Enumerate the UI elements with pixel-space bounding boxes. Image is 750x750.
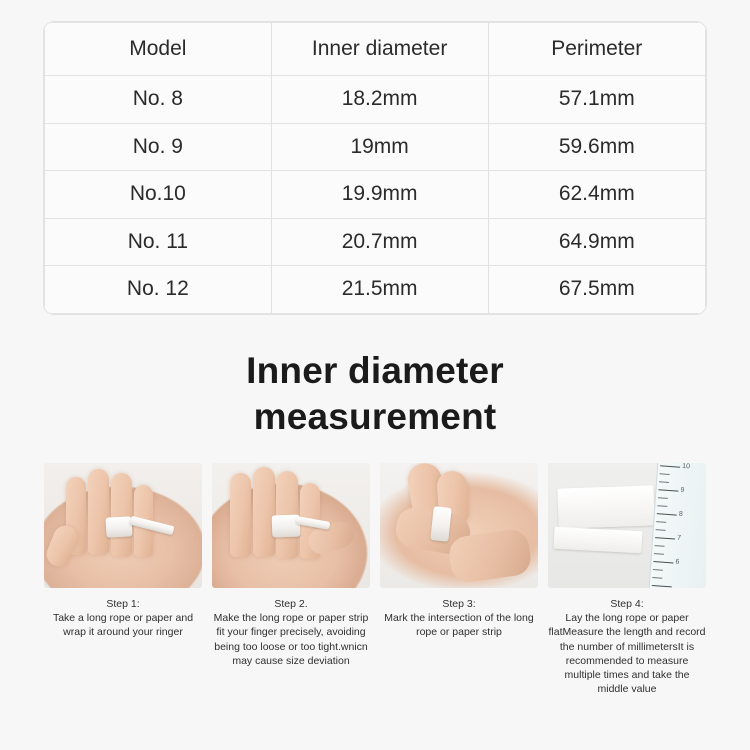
cell-perimeter: 67.5mm (488, 266, 705, 314)
page-title-line1: Inner diameter (246, 350, 504, 391)
cell-inner-diameter: 19.9mm (271, 171, 488, 219)
table-row (45, 76, 706, 124)
cell-perimeter: 62.4mm (488, 171, 705, 219)
page-title-line2: measurement (253, 396, 497, 438)
ruler-icon: 10 9 8 7 6 (648, 463, 706, 588)
cell-model: No. 9 (45, 123, 272, 171)
step-4-text: Lay the long rope or paper flatMeasure the length and record the number of millimetersIt is recommended to measure multiple times and take the middle value (548, 612, 706, 696)
step-4 (548, 463, 706, 696)
hand-marking-intersection-of-strip-image (380, 463, 538, 588)
cell-perimeter: 59.6mm (488, 123, 705, 171)
step-1-text: Take a long rope or paper and wrap it around your ringer (52, 612, 194, 639)
table-header-row (45, 23, 706, 76)
step-3-caption (380, 597, 538, 640)
cell-inner-diameter: 20.7mm (271, 218, 488, 266)
step-3-text: Mark the intersection of the long rope or paper strip (384, 612, 534, 639)
step-3-title: Step 3: (442, 598, 476, 610)
step-2-title: Step 2. (274, 598, 308, 610)
cell-inner-diameter: 21.5mm (271, 266, 488, 314)
ring-size-table-container (44, 22, 706, 314)
step-2-caption (212, 597, 370, 668)
page-title (0, 348, 750, 441)
hand-with-paper-strip-wrapped-around-finger-image (44, 463, 202, 588)
table-row (45, 123, 706, 171)
step-1 (44, 463, 202, 696)
table-row (45, 266, 706, 314)
cell-perimeter: 57.1mm (488, 76, 705, 124)
step-2 (212, 463, 370, 696)
cell-inner-diameter: 18.2mm (271, 76, 488, 124)
column-header-model: Model (45, 23, 272, 76)
table-row (45, 171, 706, 219)
table-row (45, 218, 706, 266)
step-4-caption (548, 597, 706, 696)
cell-model: No. 11 (45, 218, 272, 266)
step-2-text: Make the long rope or paper strip fit your finger precisely, avoiding being too loose or too tight.wnicn may cause size deviation (213, 612, 369, 667)
cell-model: No. 8 (45, 76, 272, 124)
ruler-measuring-flat-paper-strip-image (548, 463, 706, 588)
step-4-title: Step 4: (610, 598, 644, 610)
cell-inner-diameter: 19mm (271, 123, 488, 171)
column-header-perimeter: Perimeter (488, 23, 705, 76)
cell-model: No. 12 (45, 266, 272, 314)
step-1-title: Step 1: (106, 598, 140, 610)
cell-model: No.10 (45, 171, 272, 219)
step-1-caption (44, 597, 202, 640)
hand-fitting-paper-strip-on-finger-image (212, 463, 370, 588)
ring-size-table (44, 22, 706, 314)
measurement-steps (44, 463, 706, 696)
column-header-inner-diameter: Inner diameter (271, 23, 488, 76)
cell-perimeter: 64.9mm (488, 218, 705, 266)
step-3 (380, 463, 538, 696)
